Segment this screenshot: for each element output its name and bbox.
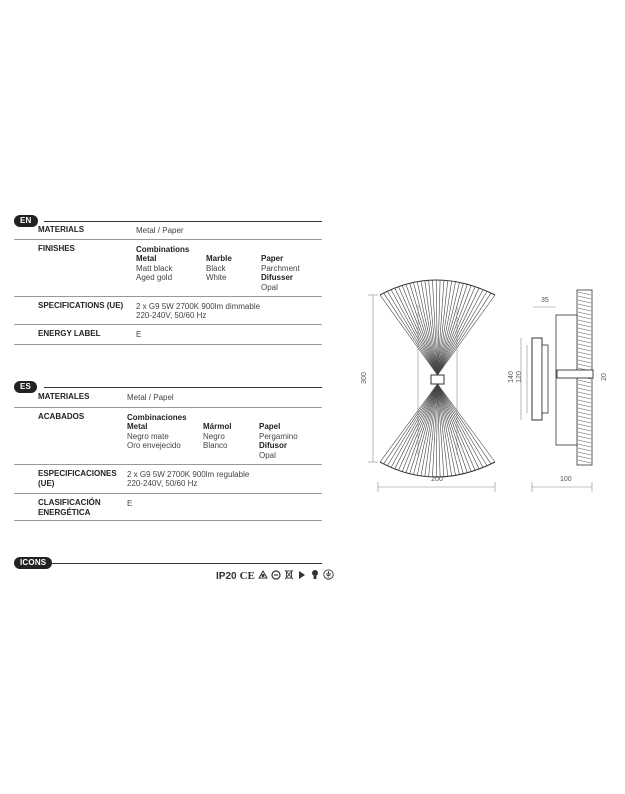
lang-tag-en: EN — [14, 215, 38, 227]
fan-rib — [402, 384, 437, 472]
front-width-value: 200 — [431, 476, 443, 483]
finish-option: Negro mate — [127, 431, 169, 441]
energy-label-line-2: ENERGÉTICA — [38, 508, 91, 517]
finish-option: Pergamino — [259, 431, 298, 441]
finish-option: Blanco — [203, 441, 228, 450]
wall-plate-inner — [542, 345, 548, 413]
materials-value: Metal / Papel — [127, 393, 174, 402]
materials-value: Metal / Paper — [136, 226, 184, 235]
fan-rib — [438, 290, 484, 375]
column-title: Metal — [136, 254, 157, 263]
icons-tag: ICONS — [14, 557, 52, 569]
fan-rib — [384, 384, 438, 464]
energy-label: ENERGY LABEL — [38, 329, 101, 338]
lang-tag-es: ES — [14, 381, 37, 393]
ip20-label: IP20 — [216, 570, 237, 582]
center-mount — [431, 375, 444, 384]
finish-option: Opal — [261, 282, 278, 292]
finish-option: Negro — [203, 431, 225, 441]
specifications-label-line-2: (UE) — [38, 479, 55, 488]
energy-value: E — [127, 499, 133, 508]
finishes-label: ACABADOS — [38, 412, 85, 421]
front-height-value: 300 — [361, 372, 368, 384]
finish-option: Black — [206, 263, 226, 273]
side-top-value: 35 — [541, 297, 549, 304]
column-title: Marble — [206, 254, 232, 263]
spec-line-1: 2 x G9 5W 2700K 900lm dimmable — [136, 302, 261, 311]
specifications-label-line-1: ESPECIFICACIONES — [38, 469, 117, 478]
energy-value: E — [136, 330, 142, 339]
column-title: Papel — [259, 422, 281, 431]
finish-option: Matt black — [136, 263, 173, 273]
fan-top-shade — [380, 280, 495, 375]
column-title: Mármol — [203, 422, 232, 431]
energy-label-line-1: CLASIFICACIÓN — [38, 498, 101, 507]
fan-rib — [402, 285, 437, 375]
fan-bottom-shade — [380, 384, 495, 477]
finish-option: Parchment — [261, 263, 300, 273]
combinations-label: Combinations — [136, 245, 190, 254]
column-title: Paper — [261, 254, 284, 263]
side-arm — [557, 370, 593, 378]
finish-option: Aged gold — [136, 273, 173, 282]
column-title: Metal — [127, 422, 148, 431]
finishes-label: FINISHES — [38, 244, 75, 253]
fan-rib — [438, 384, 488, 466]
fan-rib — [395, 384, 438, 469]
side-120-value: 120 — [516, 371, 523, 383]
fan-rib — [438, 384, 484, 467]
side-140-value: 140 — [508, 371, 515, 383]
materials-label: MATERIALES — [38, 392, 90, 401]
materials-label: MATERIALS — [38, 225, 85, 234]
column-title: Difusor — [259, 441, 287, 450]
ce-mark-icon: CE — [239, 570, 255, 582]
fan-rib — [406, 384, 438, 473]
finish-option: Oro envejecido — [127, 441, 181, 450]
wall-plate — [532, 338, 542, 420]
specifications-label: SPECIFICATIONS (UE) — [38, 301, 124, 310]
finish-option: Opal — [259, 450, 276, 460]
spec-line-2: 220-240V, 50/60 Hz — [136, 311, 207, 320]
column-title: Difusser — [261, 273, 294, 282]
fan-rib — [395, 288, 438, 375]
side-width-value: 100 — [560, 476, 572, 483]
spec-line-1: 2 x G9 5W 2700K 900lm regulable — [127, 470, 250, 479]
side-inner-body — [556, 315, 577, 445]
fan-rib — [384, 293, 438, 375]
finish-option: White — [206, 273, 227, 282]
fan-rib — [438, 291, 488, 375]
spec-line-2: 220-240V, 50/60 Hz — [127, 479, 198, 488]
combinations-label: Combinaciones — [127, 413, 187, 422]
side-20-value: 20 — [601, 373, 608, 381]
